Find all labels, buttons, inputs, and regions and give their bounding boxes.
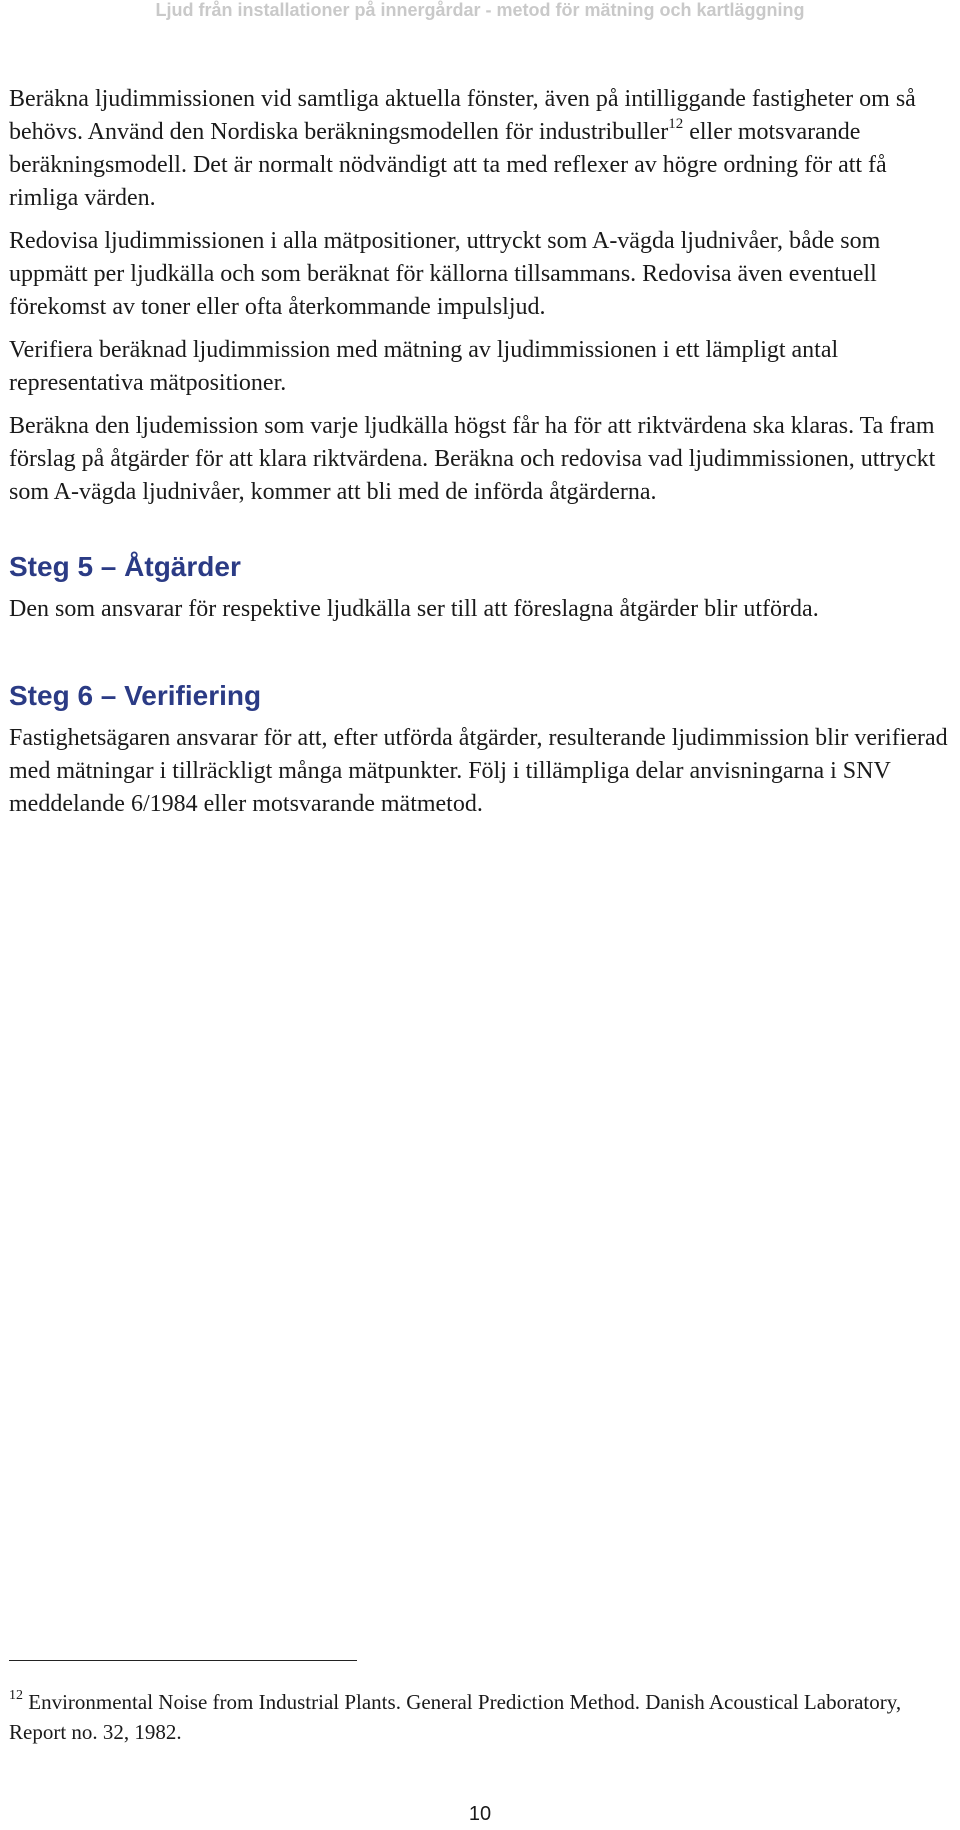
footnote	[9, 1687, 954, 1747]
paragraph-verify: Verifiera beräknad ljudimmission med mätning av ljudimmissionen i ett lämpligt antal representativa mätpositioner.	[9, 337, 839, 396]
footnote-text: Environmental Noise from Industrial Plants. General Prediction Method. Danish Acoustical Laboratory, Report no. 32, 1982.	[9, 1690, 902, 1744]
page-number: 10	[468, 1803, 492, 1825]
section-text-step-6: Fastighetsägaren ansvarar för att, efter utförda åtgärder, resulterande ljudimmission blir verifierad med mätningar i tillräckligt många mätpunkter. Följ i tillämpliga delar anvisningarna i SNV meddelande 6/1984 eller motsvarande mätmetod.	[9, 725, 948, 817]
footnote-number: 12	[9, 1688, 23, 1703]
paragraph-emission: Beräkna den ljudemission som varje ljudkälla högst får ha för att riktvärdena ska klaras. Ta fram förslag på åtgärder för att klara riktvärdena. Beräkna och redovisa vad ljudimmissionen, uttryckt som A-vägda ljudnivåer, kommer att bli med de införda åtgärderna.	[9, 413, 936, 505]
section-heading-step-5: Steg 5 – Åtgärder	[9, 551, 241, 582]
paragraph-calculation-text-b: eller motsvarande beräkningsmodell. Det är normalt nödvändigt att ta med reflexer av högre ordning för att få rimliga värden.	[9, 119, 887, 211]
paragraph-report: Redovisa ljudimmissionen i alla mätpositioner, uttryckt som A-vägda ljudnivåer, både som uppmätt per ljudkälla och som beräknat för källorna tillsammans. Redovisa även eventuell förekomst av toner eller ofta återkommande impulsljud.	[9, 228, 881, 320]
section-heading-step-6: Steg 6 – Verifiering	[9, 680, 262, 711]
main-content	[9, 83, 954, 831]
footnote-divider	[9, 1660, 357, 1661]
running-header: Ljud från installationer på innergårdar - metod för mätning och kartläggning	[155, 0, 805, 20]
paragraph-calculation	[9, 83, 954, 215]
footnote-reference[interactable]: 12	[668, 116, 684, 132]
paragraph-calculation-text-a: Beräkna ljudimmissionen vid samtliga aktuella fönster, även på intilliggande fastigheter om så behövs. Använd den Nordiska beräkningsmodellen för industribuller	[9, 86, 916, 145]
section-text-step-5: Den som ansvarar för respektive ljudkälla ser till att föreslagna åtgärder blir utförda.	[9, 596, 819, 622]
